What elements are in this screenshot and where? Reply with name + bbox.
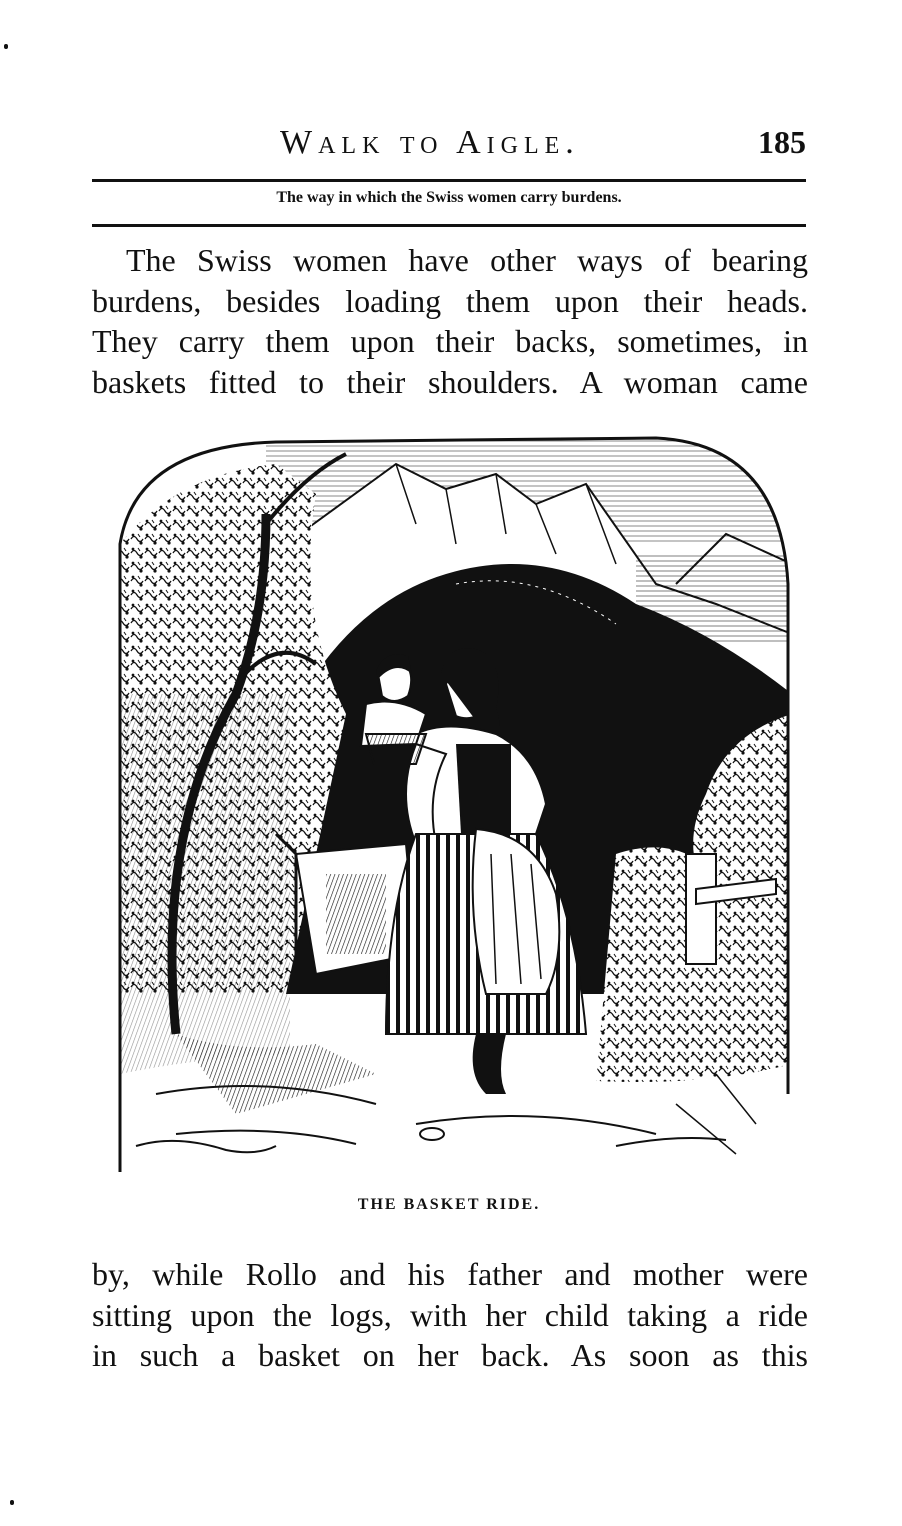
running-title: Walk to Aigle. — [280, 124, 580, 161]
paragraph-1 — [92, 240, 808, 402]
text-line: in such a basket on her back. As soon as this — [92, 1337, 808, 1373]
header-rule-bottom — [92, 224, 806, 227]
text-line: baskets fitted to their shoulders. A woman came — [92, 363, 808, 400]
basket-ride-engraving — [116, 434, 792, 1172]
text-line: sitting upon the logs, with her child taking a ride — [92, 1296, 808, 1333]
text-line: by, while Rollo and his father and mother were — [92, 1256, 808, 1292]
print-speck — [4, 44, 8, 49]
text-line: burdens, besides loading them upon their heads. — [92, 282, 808, 319]
illustration-caption: THE BASKET RIDE. — [357, 1196, 541, 1213]
header-rule-top — [92, 179, 806, 182]
page-header — [92, 120, 806, 170]
text-line: The Swiss women have other ways of bearing — [126, 242, 808, 278]
marginal-note: The way in which the Swiss women carry burdens. — [276, 189, 622, 206]
print-speck — [10, 1500, 14, 1505]
paragraph-2 — [92, 1254, 808, 1376]
text-line: They carry them upon their backs, sometimes, in — [92, 323, 808, 359]
page-number: 185 — [758, 124, 806, 160]
